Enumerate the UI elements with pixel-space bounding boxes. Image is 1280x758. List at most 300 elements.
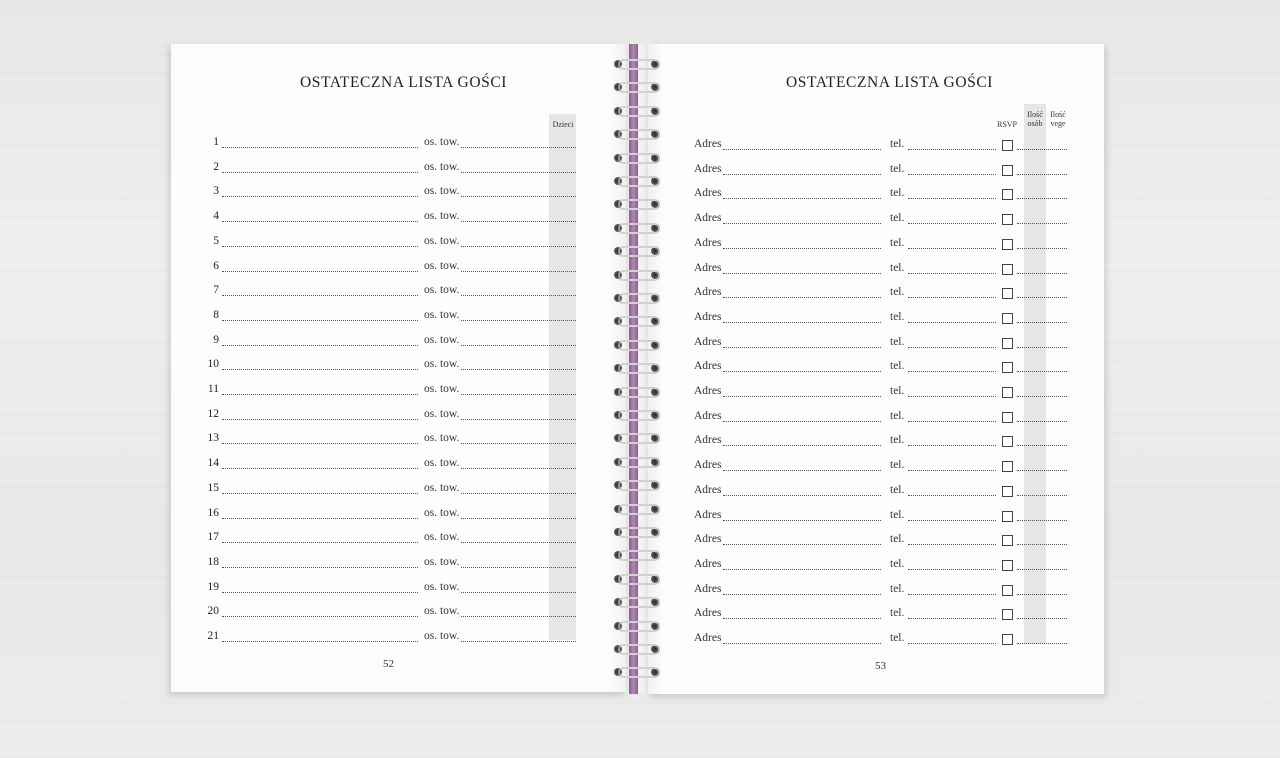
guest-row <box>195 358 580 374</box>
count-line[interactable] <box>1017 569 1067 570</box>
companion-line[interactable] <box>461 468 576 469</box>
coil-wire <box>618 316 660 327</box>
address-row <box>694 311 1074 327</box>
address-line[interactable] <box>723 223 881 224</box>
address-line[interactable] <box>723 371 881 372</box>
coil-wire <box>618 293 660 304</box>
address-label: Adres <box>694 310 722 323</box>
address-line[interactable] <box>723 322 881 323</box>
count-line[interactable] <box>1017 223 1067 224</box>
coil-wire <box>618 527 660 538</box>
spiral-coil <box>612 524 660 538</box>
address-row <box>694 410 1074 426</box>
phone-line[interactable] <box>908 643 996 644</box>
companion-line[interactable] <box>461 295 576 296</box>
spiral-binding <box>612 44 660 694</box>
phone-line[interactable] <box>908 618 996 619</box>
companion-line[interactable] <box>461 641 576 642</box>
companion-label: os. tow. <box>424 506 460 519</box>
rsvp-header: RSVP <box>996 120 1017 129</box>
guest-row <box>195 161 580 177</box>
address-label: Adres <box>694 187 722 200</box>
count-line[interactable] <box>1017 618 1067 619</box>
spiral-coil <box>612 290 660 304</box>
phone-label: tel. <box>890 409 905 422</box>
row-number: 2 <box>213 160 219 173</box>
rsvp-checkbox[interactable] <box>1002 511 1013 522</box>
phone-line[interactable] <box>908 223 996 224</box>
address-line[interactable] <box>723 569 881 570</box>
companion-line[interactable] <box>461 172 576 173</box>
name-line[interactable] <box>222 641 418 642</box>
rsvp-checkbox[interactable] <box>1002 338 1013 349</box>
address-row <box>694 336 1074 352</box>
count-line[interactable] <box>1017 470 1067 471</box>
companion-line[interactable] <box>461 320 576 321</box>
companion-line[interactable] <box>461 592 576 593</box>
guest-row <box>195 136 580 152</box>
companion-label: os. tow. <box>424 333 460 346</box>
spiral-coil <box>612 56 660 70</box>
row-number: 10 <box>207 358 219 371</box>
page-number: 52 <box>383 658 394 670</box>
phone-label: tel. <box>890 138 905 150</box>
companion-line[interactable] <box>461 196 576 197</box>
phone-line[interactable] <box>908 520 996 521</box>
companion-label: os. tow. <box>424 605 460 618</box>
name-line[interactable] <box>222 542 418 543</box>
address-row <box>694 187 1074 203</box>
companion-label: os. tow. <box>424 407 460 420</box>
phone-label: tel. <box>890 459 905 472</box>
guest-row <box>195 531 580 547</box>
address-row <box>694 607 1074 623</box>
right-page <box>648 44 1104 694</box>
rsvp-checkbox[interactable] <box>1002 634 1013 645</box>
address-line[interactable] <box>723 396 881 397</box>
address-line[interactable] <box>723 248 881 249</box>
phone-label: tel. <box>890 434 905 447</box>
count-line[interactable] <box>1017 594 1067 595</box>
companion-label: os. tow. <box>424 432 460 445</box>
address-row <box>694 533 1074 549</box>
row-number: 6 <box>213 259 219 272</box>
coil-wire <box>618 270 660 281</box>
row-number: 16 <box>207 506 219 519</box>
coil-wire <box>618 246 660 257</box>
companion-line[interactable] <box>461 443 576 444</box>
companion-label: os. tow. <box>424 160 460 173</box>
phone-label: tel. <box>890 607 905 620</box>
spiral-coil <box>612 173 660 187</box>
companion-label: os. tow. <box>424 580 460 593</box>
address-row <box>694 484 1074 500</box>
guest-row <box>195 432 580 448</box>
address-label: Adres <box>694 335 722 348</box>
name-line[interactable] <box>222 147 418 148</box>
coil-wire <box>618 644 660 655</box>
row-number: 8 <box>213 308 219 321</box>
page-title: OSTATECZNA LISTA GOŚCI <box>786 74 994 91</box>
companion-line[interactable] <box>461 147 576 148</box>
count-line[interactable] <box>1017 520 1067 521</box>
spiral-coil <box>612 454 660 468</box>
companion-line[interactable] <box>461 518 576 519</box>
spiral-coil <box>612 571 660 585</box>
companion-line[interactable] <box>461 345 576 346</box>
coil-wire <box>618 82 660 93</box>
coil-wire <box>618 59 660 70</box>
count-line[interactable] <box>1017 643 1067 644</box>
coil-wire <box>618 340 660 351</box>
name-line[interactable] <box>222 443 418 444</box>
address-label: Adres <box>694 607 722 620</box>
address-line[interactable] <box>723 297 881 298</box>
count-line[interactable] <box>1017 421 1067 422</box>
companion-line[interactable] <box>461 271 576 272</box>
address-row <box>694 509 1074 525</box>
address-label: Adres <box>694 582 722 595</box>
coil-wire <box>618 457 660 468</box>
spiral-coil <box>612 196 660 210</box>
coil-wire <box>618 387 660 398</box>
guest-row <box>195 383 580 399</box>
companion-line[interactable] <box>461 246 576 247</box>
phone-line[interactable] <box>908 198 996 199</box>
guest-row <box>195 210 580 226</box>
guest-row <box>195 556 580 572</box>
rsvp-checkbox[interactable] <box>1002 214 1013 225</box>
guest-row <box>195 630 580 646</box>
rsvp-checkbox[interactable] <box>1002 313 1013 324</box>
companion-label: os. tow. <box>424 481 460 494</box>
count-line[interactable] <box>1017 322 1067 323</box>
rsvp-checkbox[interactable] <box>1002 264 1013 275</box>
address-label: Adres <box>694 434 722 447</box>
coil-wire <box>618 550 660 561</box>
companion-label: os. tow. <box>424 555 460 568</box>
count-line[interactable] <box>1017 347 1067 348</box>
row-number: 15 <box>207 481 219 494</box>
companion-line[interactable] <box>461 394 576 395</box>
address-row <box>694 632 1074 648</box>
address-label: Adres <box>694 508 722 521</box>
companion-label: os. tow. <box>424 210 460 223</box>
count-line[interactable] <box>1017 495 1067 496</box>
address-row <box>694 360 1074 376</box>
coil-wire <box>618 153 660 164</box>
address-label: Adres <box>694 409 722 422</box>
name-line[interactable] <box>222 493 418 494</box>
phone-line[interactable] <box>908 544 996 545</box>
coil-wire <box>618 504 660 515</box>
name-line[interactable] <box>222 567 418 568</box>
guest-row <box>195 457 580 473</box>
guest-row <box>195 235 580 251</box>
phone-line[interactable] <box>908 396 996 397</box>
address-line[interactable] <box>723 544 881 545</box>
address-row <box>694 583 1074 599</box>
rsvp-checkbox[interactable] <box>1002 140 1013 151</box>
address-line[interactable] <box>723 421 881 422</box>
coil-wire <box>618 199 660 210</box>
row-number: 12 <box>207 407 219 420</box>
phone-label: tel. <box>890 385 905 397</box>
name-line[interactable] <box>222 616 418 617</box>
phone-label: tel. <box>890 632 905 644</box>
address-line[interactable] <box>723 643 881 644</box>
rsvp-checkbox[interactable] <box>1002 486 1013 497</box>
count-line[interactable] <box>1017 544 1067 545</box>
address-line[interactable] <box>723 520 881 521</box>
count-line[interactable] <box>1017 174 1067 175</box>
rsvp-checkbox[interactable] <box>1002 535 1013 546</box>
companion-line[interactable] <box>461 542 576 543</box>
phone-label: tel. <box>890 212 905 225</box>
phone-line[interactable] <box>908 297 996 298</box>
address-label: Adres <box>694 459 722 472</box>
name-line[interactable] <box>222 369 418 370</box>
address-row <box>694 138 1074 154</box>
companion-label: os. tow. <box>424 457 460 470</box>
address-label: Adres <box>694 236 722 249</box>
address-label: Adres <box>694 286 722 299</box>
people-count-header: Ilość osób <box>1027 110 1043 128</box>
rsvp-checkbox[interactable] <box>1002 288 1013 299</box>
phone-label: tel. <box>890 286 905 299</box>
rsvp-checkbox[interactable] <box>1002 609 1013 620</box>
address-line[interactable] <box>723 149 881 150</box>
row-number: 1 <box>213 136 219 148</box>
phone-line[interactable] <box>908 322 996 323</box>
phone-label: tel. <box>890 261 905 274</box>
address-row <box>694 212 1074 228</box>
spiral-coil <box>612 337 660 351</box>
spiral-coil <box>612 547 660 561</box>
spiral-coil <box>612 477 660 491</box>
row-number: 18 <box>207 555 219 568</box>
companion-label: os. tow. <box>424 308 460 321</box>
guest-row <box>195 309 580 325</box>
spiral-coil <box>612 384 660 398</box>
phone-line[interactable] <box>908 174 996 175</box>
address-row <box>694 262 1074 278</box>
count-line[interactable] <box>1017 396 1067 397</box>
phone-label: tel. <box>890 360 905 373</box>
row-number: 20 <box>207 605 219 618</box>
phone-label: tel. <box>890 582 905 595</box>
phone-line[interactable] <box>908 569 996 570</box>
phone-label: tel. <box>890 533 905 546</box>
coil-wire <box>618 176 660 187</box>
guest-row <box>195 260 580 276</box>
row-number: 14 <box>207 457 219 470</box>
address-label: Adres <box>694 557 722 570</box>
spiral-coil <box>612 641 660 655</box>
rsvp-checkbox[interactable] <box>1002 412 1013 423</box>
rsvp-checkbox[interactable] <box>1002 461 1013 472</box>
phone-line[interactable] <box>908 594 996 595</box>
address-line[interactable] <box>723 273 881 274</box>
companion-label: os. tow. <box>424 531 460 544</box>
name-line[interactable] <box>222 172 418 173</box>
address-line[interactable] <box>723 198 881 199</box>
count-line[interactable] <box>1017 297 1067 298</box>
address-row <box>694 163 1074 179</box>
address-line[interactable] <box>723 594 881 595</box>
address-row <box>694 385 1074 401</box>
name-line[interactable] <box>222 221 418 222</box>
companion-label: os. tow. <box>424 284 460 297</box>
spiral-coil <box>612 407 660 421</box>
phone-label: tel. <box>890 483 905 496</box>
companion-label: os. tow. <box>424 185 460 198</box>
phone-line[interactable] <box>908 371 996 372</box>
spiral-coil <box>612 267 660 281</box>
row-number: 13 <box>207 432 219 445</box>
companion-line[interactable] <box>461 221 576 222</box>
count-line[interactable] <box>1017 248 1067 249</box>
spiral-coil <box>612 243 660 257</box>
name-line[interactable] <box>222 295 418 296</box>
rsvp-checkbox[interactable] <box>1002 165 1013 176</box>
address-label: Adres <box>694 632 722 644</box>
address-label: Adres <box>694 138 722 150</box>
address-label: Adres <box>694 212 722 225</box>
left-page <box>171 44 626 692</box>
companion-line[interactable] <box>461 493 576 494</box>
guest-row <box>195 185 580 201</box>
address-row <box>694 237 1074 253</box>
children-column-header: Dzieci <box>552 120 574 129</box>
phone-line[interactable] <box>908 495 996 496</box>
companion-line[interactable] <box>461 616 576 617</box>
companion-label: os. tow. <box>424 136 460 148</box>
coil-wire <box>618 363 660 374</box>
coil-wire <box>618 480 660 491</box>
count-line[interactable] <box>1017 273 1067 274</box>
address-line[interactable] <box>723 174 881 175</box>
rsvp-checkbox[interactable] <box>1002 560 1013 571</box>
address-line[interactable] <box>723 445 881 446</box>
address-line[interactable] <box>723 618 881 619</box>
rsvp-checkbox[interactable] <box>1002 189 1013 200</box>
coil-wire <box>618 410 660 421</box>
phone-line[interactable] <box>908 470 996 471</box>
page-title: OSTATECZNA LISTA GOŚCI <box>300 74 508 91</box>
row-number: 7 <box>213 284 219 297</box>
phone-line[interactable] <box>908 248 996 249</box>
phone-label: tel. <box>890 310 905 323</box>
companion-line[interactable] <box>461 419 576 420</box>
phone-line[interactable] <box>908 445 996 446</box>
guest-row <box>195 605 580 621</box>
phone-line[interactable] <box>908 421 996 422</box>
coil-wire <box>618 129 660 140</box>
count-line[interactable] <box>1017 149 1067 150</box>
guest-row <box>195 408 580 424</box>
address-line[interactable] <box>723 495 881 496</box>
companion-line[interactable] <box>461 567 576 568</box>
spiral-coil <box>612 103 660 117</box>
spiral-coil <box>612 150 660 164</box>
coil-wire <box>618 667 660 678</box>
address-label: Adres <box>694 261 722 274</box>
rsvp-checkbox[interactable] <box>1002 387 1013 398</box>
rsvp-checkbox[interactable] <box>1002 585 1013 596</box>
name-line[interactable] <box>222 419 418 420</box>
count-line[interactable] <box>1017 198 1067 199</box>
phone-label: tel. <box>890 335 905 348</box>
address-label: Adres <box>694 360 722 373</box>
name-line[interactable] <box>222 468 418 469</box>
guest-row <box>195 482 580 498</box>
coil-wire <box>618 433 660 444</box>
coil-wire <box>618 106 660 117</box>
name-line[interactable] <box>222 394 418 395</box>
address-row <box>694 286 1074 302</box>
phone-line[interactable] <box>908 347 996 348</box>
spiral-coil <box>612 313 660 327</box>
row-number: 5 <box>213 234 219 247</box>
name-line[interactable] <box>222 592 418 593</box>
spiral-coil <box>612 79 660 93</box>
rsvp-checkbox[interactable] <box>1002 239 1013 250</box>
phone-label: tel. <box>890 162 905 175</box>
guest-row <box>195 334 580 350</box>
coil-wire <box>618 574 660 585</box>
coil-wire <box>618 223 660 234</box>
name-line[interactable] <box>222 246 418 247</box>
name-line[interactable] <box>222 518 418 519</box>
phone-label: tel. <box>890 557 905 570</box>
rsvp-checkbox[interactable] <box>1002 436 1013 447</box>
spiral-coil <box>612 126 660 140</box>
rsvp-checkbox[interactable] <box>1002 362 1013 373</box>
name-line[interactable] <box>222 345 418 346</box>
name-line[interactable] <box>222 196 418 197</box>
address-line[interactable] <box>723 470 881 471</box>
count-line[interactable] <box>1017 371 1067 372</box>
companion-line[interactable] <box>461 369 576 370</box>
count-line[interactable] <box>1017 445 1067 446</box>
address-label: Adres <box>694 483 722 496</box>
spiral-coil <box>612 360 660 374</box>
spiral-coil <box>612 501 660 515</box>
row-number: 11 <box>207 383 219 395</box>
address-row <box>694 434 1074 450</box>
spiral-coil <box>612 220 660 234</box>
row-number: 3 <box>213 185 219 198</box>
name-line[interactable] <box>222 320 418 321</box>
address-row <box>694 459 1074 475</box>
address-label: Adres <box>694 533 722 546</box>
row-number: 21 <box>207 630 219 642</box>
companion-label: os. tow. <box>424 630 460 642</box>
guest-row <box>195 581 580 597</box>
spiral-coil <box>612 594 660 608</box>
address-label: Adres <box>694 162 722 175</box>
page-number: 53 <box>875 660 886 672</box>
phone-label: tel. <box>890 236 905 249</box>
phone-label: tel. <box>890 508 905 521</box>
phone-line[interactable] <box>908 149 996 150</box>
companion-label: os. tow. <box>424 383 460 395</box>
phone-line[interactable] <box>908 273 996 274</box>
spiral-coil <box>612 664 660 678</box>
address-line[interactable] <box>723 347 881 348</box>
name-line[interactable] <box>222 271 418 272</box>
